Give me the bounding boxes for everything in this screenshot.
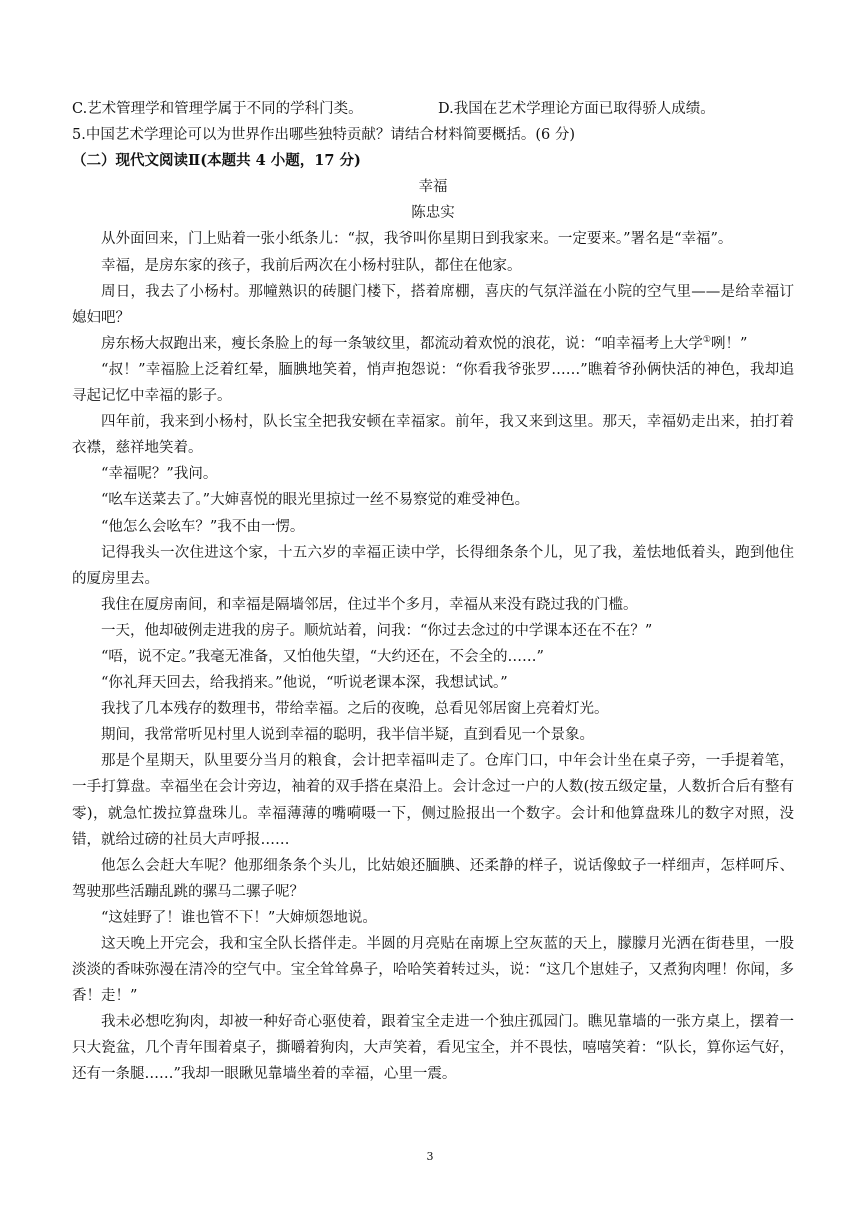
section-heading: （二）现代文阅读Ⅱ(本题共 4 小题，17 分) [72, 152, 361, 170]
paragraph-text: 周日，我去了小杨村。那幢熟识的砖腿门楼下，搭着席棚，喜庆的气氛洋溢在小院的空气里——是给幸福订媳妇吧？ [72, 283, 794, 326]
story-paragraph [72, 644, 794, 670]
story-paragraph [72, 253, 794, 279]
story-paragraph [72, 931, 794, 1009]
story-paragraph [72, 279, 794, 331]
story-title: 幸福 [418, 179, 448, 196]
page-content [72, 96, 794, 1088]
story-paragraph [72, 696, 794, 722]
option-c: C.艺术管理学和管理学属于不同的学科门类。 [72, 101, 363, 117]
paragraph-text: 四年前，我来到小杨村，队长宝全把我安顿在幸福家。前年，我又来到这里。那天，幸福奶走出来，拍打着衣襟，慈祥地笑着。 [72, 414, 794, 457]
page-number: 3 [426, 1150, 434, 1163]
paragraph-text: “这娃野了！谁也管不下！”大婶烦怨地说。 [101, 909, 377, 926]
paragraph-text: 那是个星期天，队里要分当月的粮食，会计把幸福叫走了。仓库门口，中年会计坐在桌子旁，一手提着笔，一手打算盘。幸福坐在会计旁边，袖着的双手搭在桌沿上。会计念过一户的人数(按五级定量，人数折合后有整有零)，就急忙拨拉算盘珠儿。幸福薄薄的嘴嗬嗫一下，侧过脸报出一个数字。会计和他算盘珠儿的数字对照，没错，就给过磅的社员大声呼报…… [72, 753, 794, 848]
paragraph-text: “吆车送菜去了。”大婶喜悦的眼光里掠过一丝不易察觉的难受神色。 [101, 492, 530, 509]
paragraph-text: 从外面回来，门上贴着一张小纸条儿：“叔，我爷叫你星期日到我家来。一定要来。”署名是“幸福”。 [101, 231, 733, 248]
story-author: 陈忠实 [411, 205, 455, 222]
paragraph-text: 我住在厦房南间，和幸福是隔墙邻居，住过半个多月，幸福从来没有跷过我的门槛。 [101, 596, 638, 613]
story-paragraph [72, 722, 794, 748]
story-paragraph [72, 540, 794, 592]
paragraph-text: 一天，他却破例走进我的房子。顺炕站着，问我：“你过去念过的中学课本还在不在？” [101, 622, 653, 639]
paragraph-text: 我未必想吃狗肉，却被一种好奇心驱使着，跟着宝全走进一个独庄孤园门。瞧见靠墙的一张方桌上，摆着一只大瓷盆，几个青年围着桌子，撕嚼着狗肉，大声笑着，看见宝全，并不畏怯，嘻嘻笑着：“队长，算你运气好，还有一条腿……”我却一眼瞅见靠墙坐着的幸福，心里一震。 [72, 1014, 794, 1083]
paragraph-text: 幸福，是房东家的孩子，我前后两次在小杨村驻队，都住在他家。 [101, 257, 522, 274]
paragraph-text: “幸福呢？”我问。 [101, 466, 218, 483]
paragraph-text: 我找了几本残存的数理书，带给幸福。之后的夜晚，总看见邻居窗上亮着灯光。 [101, 701, 609, 718]
paragraph-text: “你礼拜天回去，给我捎来。”他说，“听说老课本深，我想试试。” [101, 675, 508, 692]
paragraph-text: “他怎么会吆车？”我不由一愣。 [101, 518, 305, 535]
story-paragraph [72, 461, 794, 487]
paragraph-text: 这天晚上开完会，我和宝全队长搭伴走。半圆的月亮贴在南塬上空灰蓝的天上，朦朦月光洒在街巷里，一股淡淡的香味弥漫在清冷的空气中。宝全耸耸鼻子，哈哈笑着转过头，说：“这几个崽娃子，又煮狗肉哩！你闻，多香！走！” [72, 936, 794, 1005]
story-body [72, 226, 794, 1087]
paragraph-text: 记得我头一次住进这个家，十五六岁的幸福正读中学，长得细条条个儿，见了我，羞怯地低着头，跑到他住的厦房里去。 [72, 544, 794, 587]
options-row [72, 96, 794, 122]
story-paragraph [72, 357, 794, 409]
paragraph-text: 期间，我常常听见村里人说到幸福的聪明，我半信半疑，直到看见一个景象。 [101, 727, 594, 744]
story-paragraph [72, 853, 794, 905]
story-paragraph [72, 514, 794, 540]
story-paragraph [72, 226, 794, 252]
story-paragraph [72, 670, 794, 696]
option-d: D.我国在艺术学理论方面已取得骄人成绩。 [438, 101, 715, 117]
story-paragraph [72, 618, 794, 644]
story-paragraph [72, 905, 794, 931]
paragraph-text-tail: 咧！” [711, 335, 748, 352]
paragraph-text: “唔，说不定。”我毫无准备，又怕他失望，“大约还在，不会全的……” [101, 648, 544, 665]
story-paragraph [72, 409, 794, 461]
paragraph-text: 房东杨大叔跑出来，瘦长条脸上的每一条皱纹里，都流动着欢悦的浪花，说：“咱幸福考上大学 [101, 335, 703, 352]
paragraph-text: “叔！”幸福脸上泛着红晕，腼腆地笑着，悄声抱怨说：“你看我爷张罗……”瞧着爷孙俩快活的神色，我却追寻起记忆中幸福的影子。 [72, 361, 794, 405]
question-5: 5.中国艺术学理论可以为世界作出哪些独特贡献？请结合材料简要概括。(6 分) [72, 127, 575, 144]
story-paragraph [72, 331, 794, 357]
paragraph-text: 他怎么会赶大车呢？他那细条条个头儿，比姑娘还腼腆、还柔静的样子，说话像蚊子一样细声，怎样呵斥、驾驶那些活蹦乱跳的骡马二骡子呢？ [72, 857, 794, 900]
story-paragraph [72, 748, 794, 852]
footnote-marker: ① [702, 335, 711, 346]
story-paragraph [72, 1009, 794, 1087]
story-paragraph [72, 592, 794, 618]
story-paragraph [72, 487, 794, 513]
